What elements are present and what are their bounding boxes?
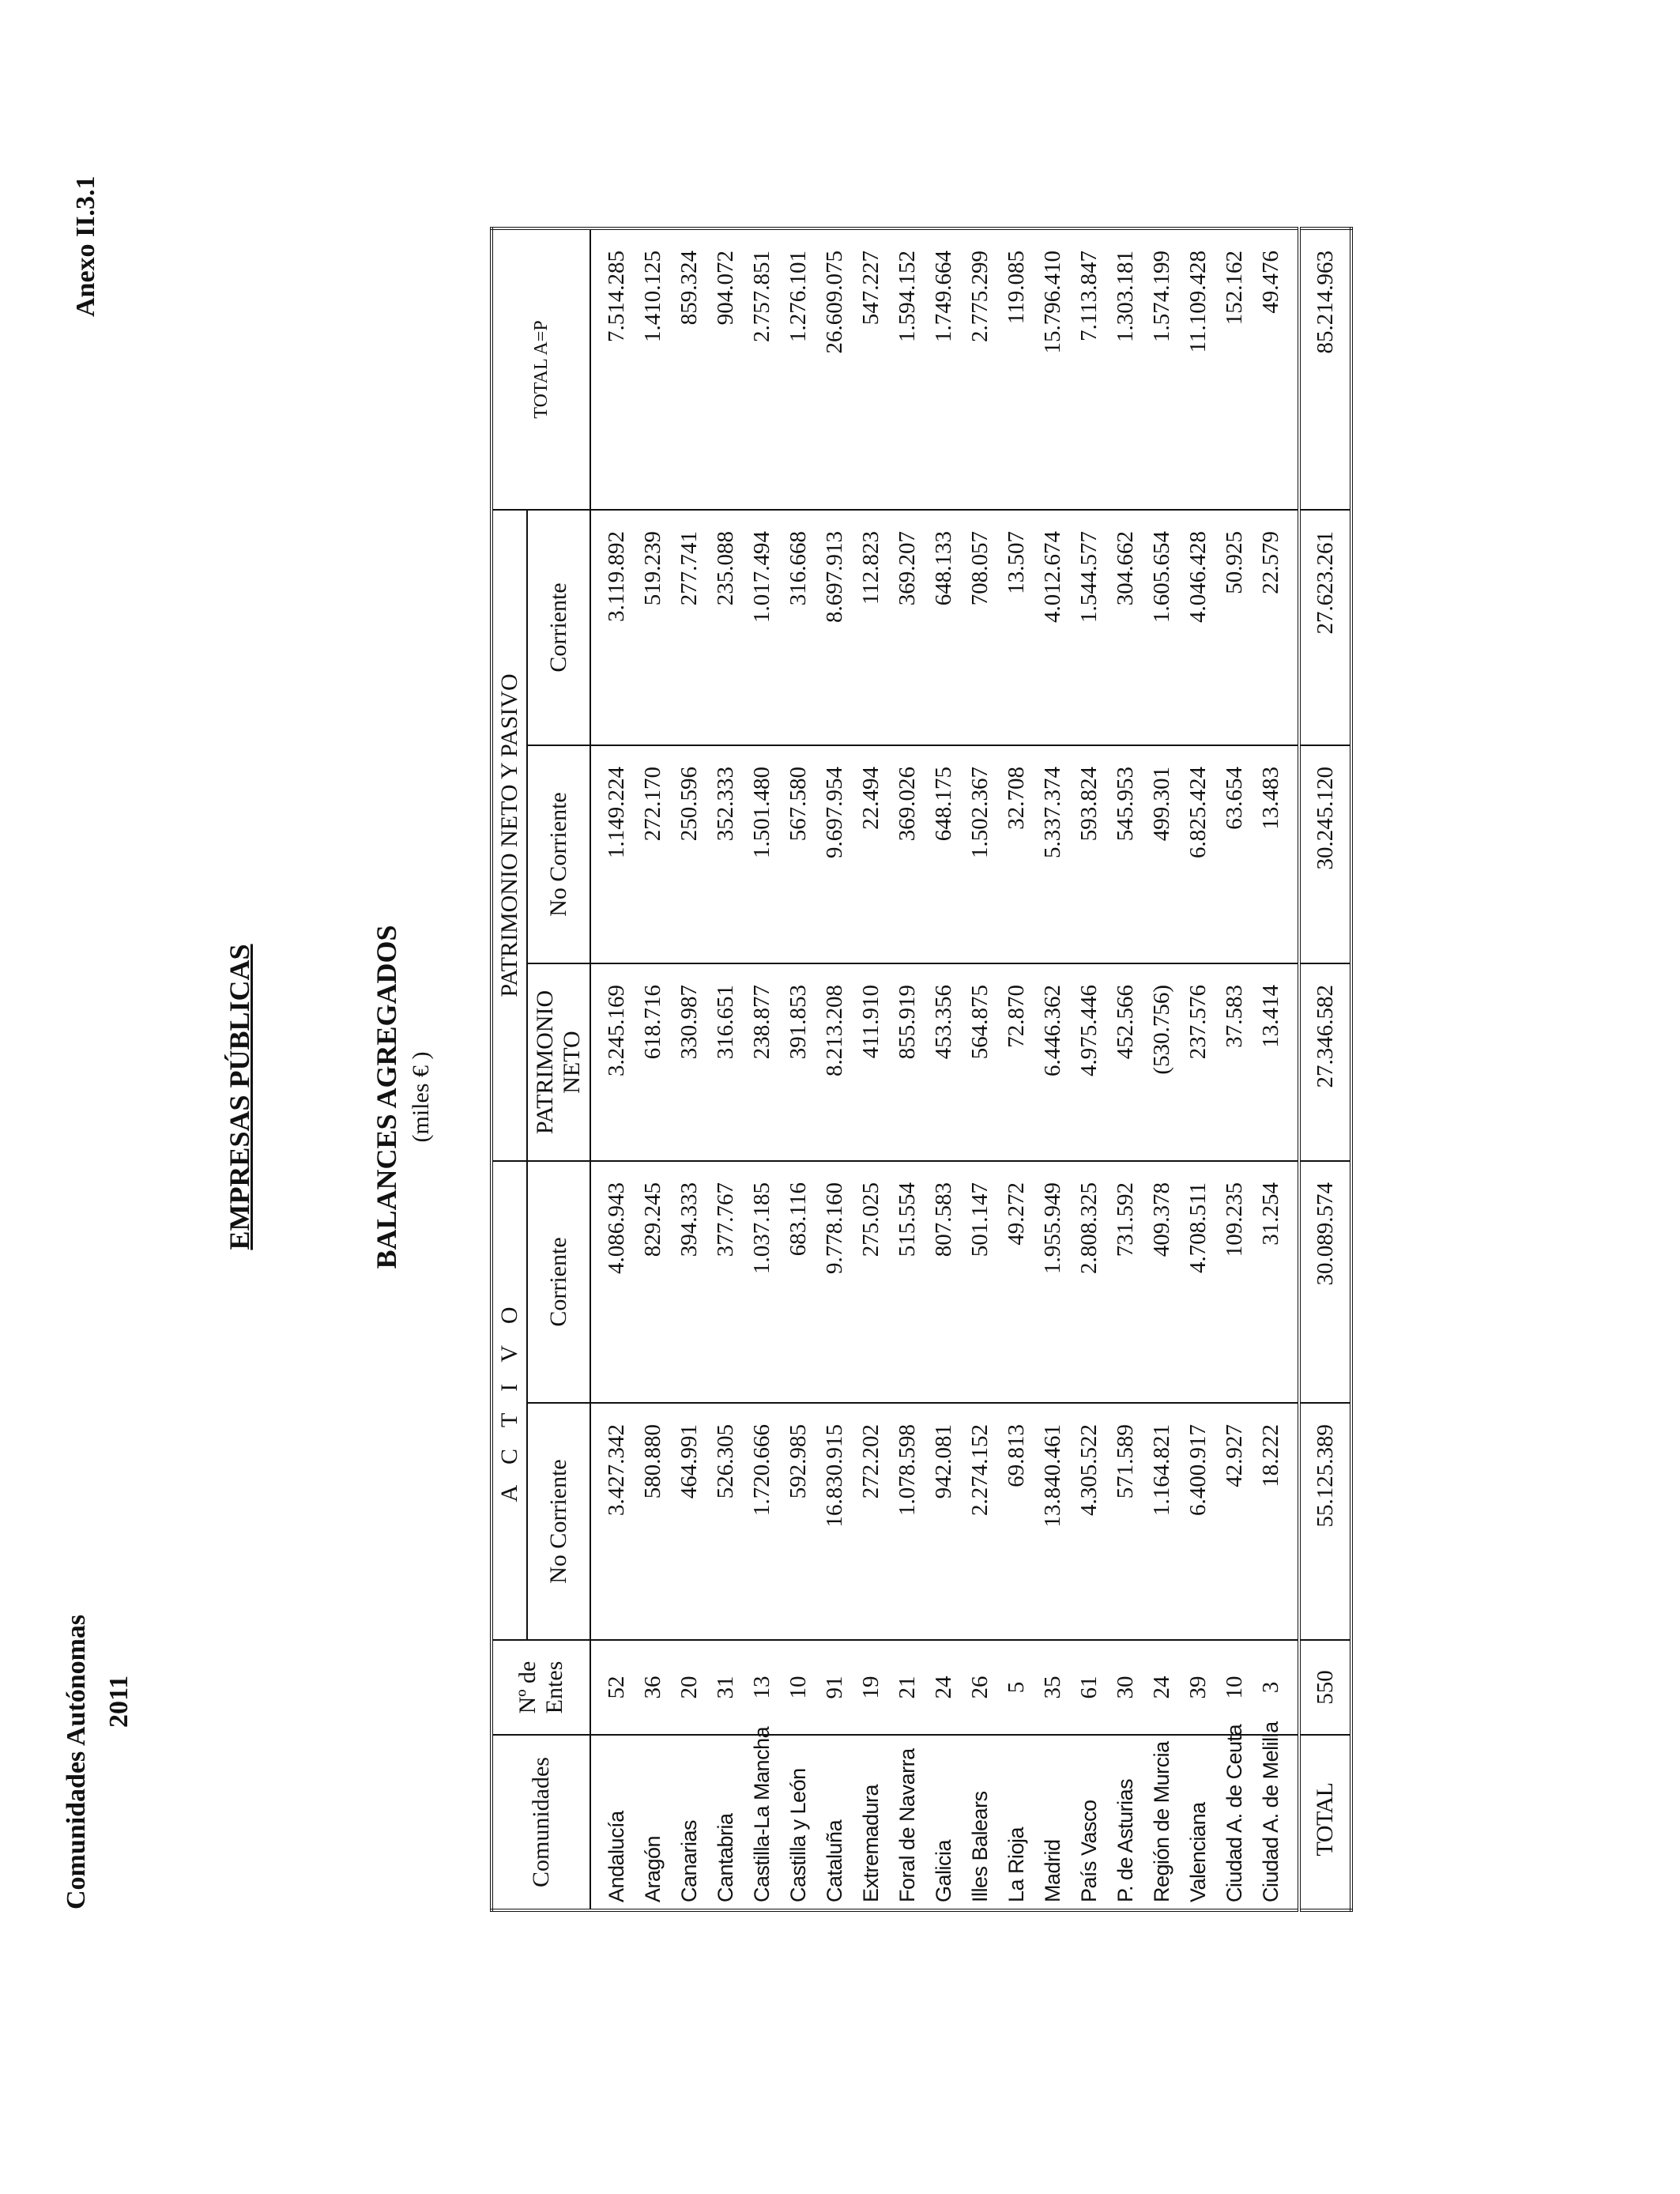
row-patrimonio-neto: 237.576 (1180, 963, 1216, 1161)
row-pasivo-corriente: 519.239 (635, 510, 671, 745)
row-total: 547.227 (853, 228, 889, 510)
row-pasivo-corriente: 22.579 (1252, 510, 1299, 745)
row-patrimonio-neto: 855.919 (889, 963, 925, 1161)
row-activo-corriente: 807.583 (925, 1161, 962, 1403)
row-entes: 10 (780, 1640, 816, 1735)
table-row (590, 228, 635, 1910)
row-name: Valenciana (1180, 1735, 1216, 1910)
header-activo-no-corriente: No Corriente (527, 1403, 590, 1640)
row-pasivo-corriente: 1.544.577 (1071, 510, 1107, 745)
row-total: 1.749.664 (925, 228, 962, 510)
row-pasivo-no-corriente: 499.301 (1143, 745, 1180, 963)
total-patrimonio-neto: 27.346.582 (1299, 963, 1351, 1161)
row-total: 1.303.181 (1107, 228, 1143, 510)
row-name: Canarias (671, 1735, 707, 1910)
row-total: 11.109.428 (1180, 228, 1216, 510)
row-activo-corriente: 109.235 (1216, 1161, 1252, 1403)
row-total: 7.514.285 (590, 228, 635, 510)
row-entes: 31 (707, 1640, 744, 1735)
row-entes: 24 (1143, 1640, 1180, 1735)
row-name: La Rioja (998, 1735, 1034, 1910)
row-patrimonio-neto: 72.870 (998, 963, 1034, 1161)
row-entes: 35 (1034, 1640, 1071, 1735)
row-activo-no-corriente: 272.202 (853, 1403, 889, 1640)
row-entes: 61 (1071, 1640, 1107, 1735)
table-row (1143, 228, 1180, 1910)
table-units: (miles € ) (408, 1051, 434, 1143)
header-org: Comunidades Autónomas (62, 1614, 91, 1909)
row-pasivo-no-corriente: 1.501.480 (744, 745, 780, 963)
row-entes: 30 (1107, 1640, 1143, 1735)
table-row (1180, 228, 1216, 1910)
row-activo-no-corriente: 6.400.917 (1180, 1403, 1216, 1640)
row-pasivo-corriente: 304.662 (1107, 510, 1143, 745)
row-pasivo-corriente: 13.507 (998, 510, 1034, 745)
header-patrimonio-pasivo: PATRIMONIO NETO Y PASIVO (492, 510, 527, 1161)
row-name: Cataluña (816, 1735, 853, 1910)
row-patrimonio-neto: 391.853 (780, 963, 816, 1161)
row-patrimonio-neto: 6.446.362 (1034, 963, 1071, 1161)
table-row (707, 228, 744, 1910)
row-pasivo-no-corriente: 648.175 (925, 745, 962, 963)
table-row (744, 228, 780, 1910)
row-patrimonio-neto: 13.414 (1252, 963, 1299, 1161)
header-patrimonio-neto: PATRIMONIO NETO (527, 963, 590, 1161)
row-patrimonio-neto: 411.910 (853, 963, 889, 1161)
row-pasivo-corriente: 277.741 (671, 510, 707, 745)
row-activo-corriente: 409.378 (1143, 1161, 1180, 1403)
row-name: Aragón (635, 1735, 671, 1910)
table-row (816, 228, 853, 1910)
row-name: Ciudad A. de Melilla (1252, 1735, 1299, 1910)
row-name: Galicia (925, 1735, 962, 1910)
row-activo-no-corriente: 1.078.598 (889, 1403, 925, 1640)
total-activo-no-corriente: 55.125.389 (1299, 1403, 1351, 1640)
row-pasivo-corriente: 648.133 (925, 510, 962, 745)
row-name: Madrid (1034, 1735, 1071, 1910)
row-activo-corriente: 377.767 (707, 1161, 744, 1403)
row-activo-corriente: 501.147 (962, 1161, 998, 1403)
header-activo: A C T I V O (492, 1161, 527, 1640)
header-entes: Nº de Entes (492, 1640, 590, 1735)
table-row (925, 228, 962, 1910)
row-entes: 19 (853, 1640, 889, 1735)
row-activo-no-corriente: 592.985 (780, 1403, 816, 1640)
row-entes: 52 (590, 1640, 635, 1735)
row-name: Extremadura (853, 1735, 889, 1910)
row-entes: 5 (998, 1640, 1034, 1735)
row-entes: 13 (744, 1640, 780, 1735)
row-activo-no-corriente: 3.427.342 (590, 1403, 635, 1640)
total-pasivo-no-corriente: 30.245.120 (1299, 745, 1351, 963)
row-entes: 24 (925, 1640, 962, 1735)
row-total: 1.410.125 (635, 228, 671, 510)
row-total: 152.162 (1216, 228, 1252, 510)
row-name: Región de Murcia (1143, 1735, 1180, 1910)
row-activo-corriente: 394.333 (671, 1161, 707, 1403)
table-row (1034, 228, 1071, 1910)
row-total: 49.476 (1252, 228, 1299, 510)
row-entes: 26 (962, 1640, 998, 1735)
row-patrimonio-neto: 8.213.208 (816, 963, 853, 1161)
row-activo-corriente: 31.254 (1252, 1161, 1299, 1403)
row-pasivo-corriente: 1.605.654 (1143, 510, 1180, 745)
row-name: Illes Balears (962, 1735, 998, 1910)
row-entes: 3 (1252, 1640, 1299, 1735)
table-total-row (1299, 228, 1351, 1910)
row-patrimonio-neto: 564.875 (962, 963, 998, 1161)
row-entes: 21 (889, 1640, 925, 1735)
row-patrimonio-neto: 3.245.169 (590, 963, 635, 1161)
row-name: Cantabria (707, 1735, 744, 1910)
table-row (853, 228, 889, 1910)
row-pasivo-no-corriente: 593.824 (1071, 745, 1107, 963)
header-year: 2011 (104, 1675, 134, 1728)
row-activo-no-corriente: 16.830.915 (816, 1403, 853, 1640)
row-pasivo-corriente: 316.668 (780, 510, 816, 745)
row-activo-no-corriente: 4.305.522 (1071, 1403, 1107, 1640)
table-row (1216, 228, 1252, 1910)
row-activo-no-corriente: 942.081 (925, 1403, 962, 1640)
row-patrimonio-neto: 4.975.446 (1071, 963, 1107, 1161)
table-row (1252, 228, 1299, 1910)
header-activo-corriente: Corriente (527, 1161, 590, 1403)
header-pasivo-no-corriente: No Corriente (527, 745, 590, 963)
total-total: 85.214.963 (1299, 228, 1351, 510)
row-total: 859.324 (671, 228, 707, 510)
row-name: Castilla y León (780, 1735, 816, 1910)
header-pasivo-corriente: Corriente (527, 510, 590, 745)
row-total: 904.072 (707, 228, 744, 510)
section-title: EMPRESAS PÚBLICAS (224, 944, 255, 1250)
table-body (590, 228, 1299, 1910)
annex-label: Anexo II.3.1 (71, 175, 100, 317)
row-pasivo-corriente: 708.057 (962, 510, 998, 745)
row-activo-corriente: 9.778.160 (816, 1161, 853, 1403)
row-total: 2.775.299 (962, 228, 998, 510)
row-pasivo-no-corriente: 1.502.367 (962, 745, 998, 963)
row-pasivo-no-corriente: 1.149.224 (590, 745, 635, 963)
row-pasivo-no-corriente: 63.654 (1216, 745, 1252, 963)
row-patrimonio-neto: 618.716 (635, 963, 671, 1161)
row-pasivo-corriente: 235.088 (707, 510, 744, 745)
table-row (889, 228, 925, 1910)
row-patrimonio-neto: (530.756) (1143, 963, 1180, 1161)
row-pasivo-corriente: 1.017.494 (744, 510, 780, 745)
row-activo-corriente: 4.086.943 (590, 1161, 635, 1403)
row-total: 15.796.410 (1034, 228, 1071, 510)
row-pasivo-no-corriente: 545.953 (1107, 745, 1143, 963)
total-entes: 550 (1299, 1640, 1351, 1735)
row-activo-corriente: 49.272 (998, 1161, 1034, 1403)
row-activo-no-corriente: 2.274.152 (962, 1403, 998, 1640)
row-pasivo-no-corriente: 250.596 (671, 745, 707, 963)
row-total: 1.574.199 (1143, 228, 1180, 510)
row-total: 1.276.101 (780, 228, 816, 510)
table-row (998, 228, 1034, 1910)
row-activo-corriente: 1.037.185 (744, 1161, 780, 1403)
row-patrimonio-neto: 453.356 (925, 963, 962, 1161)
row-pasivo-no-corriente: 9.697.954 (816, 745, 853, 963)
row-pasivo-corriente: 4.012.674 (1034, 510, 1071, 745)
row-activo-no-corriente: 580.880 (635, 1403, 671, 1640)
row-total: 26.609.075 (816, 228, 853, 510)
row-pasivo-no-corriente: 13.483 (1252, 745, 1299, 963)
row-entes: 36 (635, 1640, 671, 1735)
row-entes: 10 (1216, 1640, 1252, 1735)
row-name: País Vasco (1071, 1735, 1107, 1910)
row-activo-no-corriente: 69.813 (998, 1403, 1034, 1640)
row-activo-no-corriente: 42.927 (1216, 1403, 1252, 1640)
header-total: TOTAL A=P (492, 228, 590, 510)
row-activo-corriente: 2.808.325 (1071, 1161, 1107, 1403)
row-pasivo-corriente: 50.925 (1216, 510, 1252, 745)
row-total: 7.113.847 (1071, 228, 1107, 510)
total-activo-corriente: 30.089.574 (1299, 1161, 1351, 1403)
row-patrimonio-neto: 316.651 (707, 963, 744, 1161)
row-activo-corriente: 515.554 (889, 1161, 925, 1403)
row-pasivo-no-corriente: 6.825.424 (1180, 745, 1216, 963)
row-activo-corriente: 275.025 (853, 1161, 889, 1403)
row-entes: 91 (816, 1640, 853, 1735)
row-patrimonio-neto: 37.583 (1216, 963, 1252, 1161)
row-pasivo-no-corriente: 5.337.374 (1034, 745, 1071, 963)
row-pasivo-corriente: 369.207 (889, 510, 925, 745)
row-activo-no-corriente: 571.589 (1107, 1403, 1143, 1640)
row-pasivo-corriente: 8.697.913 (816, 510, 853, 745)
header-comunidades: Comunidades (492, 1735, 590, 1910)
row-pasivo-no-corriente: 352.333 (707, 745, 744, 963)
row-activo-corriente: 731.592 (1107, 1161, 1143, 1403)
table-row (962, 228, 998, 1910)
row-patrimonio-neto: 238.877 (744, 963, 780, 1161)
row-name: Castilla-La Mancha (744, 1735, 780, 1910)
table-title: BALANCES AGREGADOS (371, 925, 402, 1269)
row-pasivo-no-corriente: 369.026 (889, 745, 925, 963)
row-name: Foral de Navarra (889, 1735, 925, 1910)
row-activo-corriente: 683.116 (780, 1161, 816, 1403)
row-name: Andalucía (590, 1735, 635, 1910)
row-activo-corriente: 4.708.511 (1180, 1161, 1216, 1403)
row-pasivo-no-corriente: 272.170 (635, 745, 671, 963)
table-row (671, 228, 707, 1910)
row-activo-no-corriente: 1.164.821 (1143, 1403, 1180, 1640)
row-total: 119.085 (998, 228, 1034, 510)
row-entes: 39 (1180, 1640, 1216, 1735)
row-total: 2.757.851 (744, 228, 780, 510)
table-row (780, 228, 816, 1910)
table-row (635, 228, 671, 1910)
table-row (1071, 228, 1107, 1910)
row-name: Ciudad A. de Ceuta (1216, 1735, 1252, 1910)
row-total: 1.594.152 (889, 228, 925, 510)
row-patrimonio-neto: 452.566 (1107, 963, 1143, 1161)
page-header-left (55, 1615, 141, 1909)
row-pasivo-corriente: 4.046.428 (1180, 510, 1216, 745)
row-activo-corriente: 1.955.949 (1034, 1161, 1071, 1403)
row-pasivo-no-corriente: 22.494 (853, 745, 889, 963)
total-pasivo-corriente: 27.623.261 (1299, 510, 1351, 745)
row-activo-no-corriente: 464.991 (671, 1403, 707, 1640)
table-row (1107, 228, 1143, 1910)
row-pasivo-corriente: 112.823 (853, 510, 889, 745)
row-entes: 20 (671, 1640, 707, 1735)
row-pasivo-no-corriente: 32.708 (998, 745, 1034, 963)
row-patrimonio-neto: 330.987 (671, 963, 707, 1161)
row-pasivo-corriente: 3.119.892 (590, 510, 635, 745)
row-activo-corriente: 829.245 (635, 1161, 671, 1403)
row-activo-no-corriente: 13.840.461 (1034, 1403, 1071, 1640)
row-pasivo-no-corriente: 567.580 (780, 745, 816, 963)
row-activo-no-corriente: 18.222 (1252, 1403, 1299, 1640)
total-label: TOTAL (1299, 1735, 1351, 1910)
row-name: P. de Asturias (1107, 1735, 1143, 1910)
row-activo-no-corriente: 1.720.666 (744, 1403, 780, 1640)
row-activo-no-corriente: 526.305 (707, 1403, 744, 1640)
balances-table (490, 227, 1353, 1912)
